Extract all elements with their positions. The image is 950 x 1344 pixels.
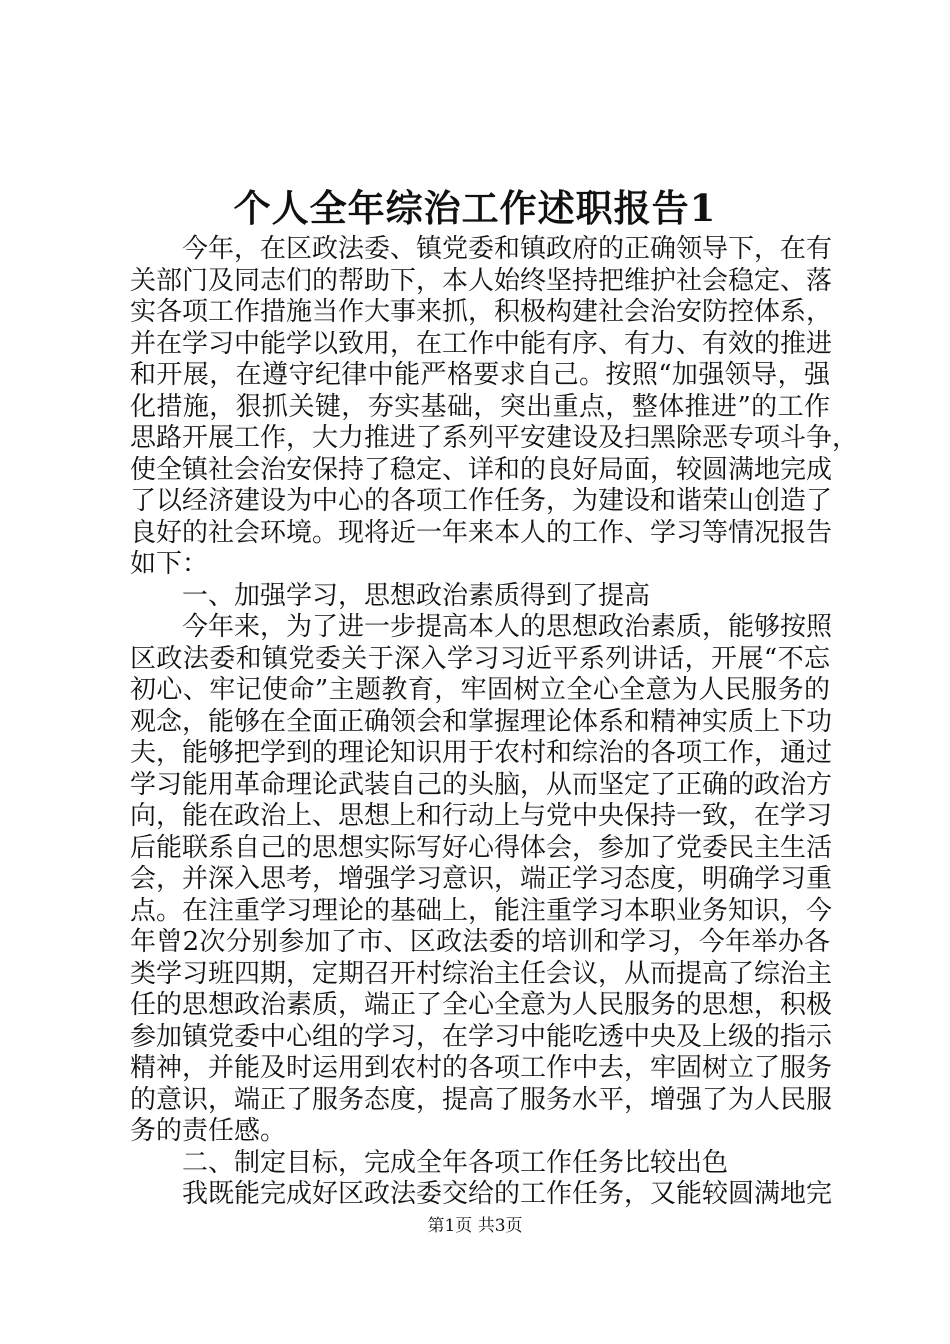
document-body (130, 234, 859, 1211)
paragraph-line: 和开展，在遵守纪律中能严格要求自己。按照“加强领导，强 (130, 360, 830, 390)
paragraph-line: 化措施，狠抓关键，夯实基础，突出重点，整体推进”的工作 (130, 391, 830, 422)
paragraph-line: 会，并深入思考，增强学习意识，端正学习态度，明确学习重 (130, 864, 833, 894)
paragraph-line: 务的责任感。 (130, 1116, 287, 1146)
paragraph-line: 初心、牢记使命”主题教育，牢固树立全心全意为人民服务的 (130, 675, 830, 705)
paragraph-line: 使全镇社会治安保持了稳定、详和的良好局面，较圆满地完成 (130, 454, 833, 485)
paragraph-line: 后能联系自己的思想实际写好心得体会，参加了党委民主生活 (130, 832, 833, 863)
page-footer: 第1页 共3页 (427, 1216, 523, 1236)
paragraph-line: 二、制定目标，完成全年各项工作任务比较出色 (182, 1147, 729, 1178)
paragraph-line: 观念，能够在全面正确领会和掌握理论体系和精神实质上下功 (130, 706, 833, 737)
paragraph-line: 一、加强学习，思想政治素质得到了提高 (182, 580, 651, 611)
paragraph-line: 夫，能够把学到的理论知识用于农村和综治的各项工作，通过 (130, 738, 833, 768)
paragraph-line: 类学习班四期，定期召开村综治主任会议，从而提高了综治主 (130, 958, 833, 989)
paragraph-line: 任的思想政治素质，端正了全心全意为人民服务的思想，积极 (130, 990, 833, 1020)
paragraph (130, 1148, 830, 1180)
paragraph-line: 学习能用革命理论武装自己的头脑，从而坚定了正确的政治方 (130, 769, 833, 800)
paragraph-line: 了以经济建设为中心的各项工作任务，为建设和谐荣山创造了 (130, 486, 833, 516)
paragraph (130, 612, 833, 1148)
paragraph-line: 并在学习中能学以致用，在工作中能有序、有力、有效的推进 (130, 328, 833, 359)
paragraph-line: 如下： (130, 549, 209, 579)
paragraph-line: 关部门及同志们的帮助下，本人始终坚持把维护社会稳定、落 (130, 265, 833, 296)
paragraph (130, 581, 830, 613)
paragraph-line: 参加镇党委中心组的学习，在学习中能吃透中央及上级的指示 (130, 1021, 833, 1052)
paragraph-line: 思路开展工作，大力推进了系列平安建设及扫黑除恶专项斗争， (130, 423, 859, 453)
paragraph-line: 今年，在区政法委、镇党委和镇政府的正确领导下，在有 (182, 234, 833, 264)
paragraph-line: 实各项工作措施当作大事来抓，积极构建社会治安防控体系， (130, 297, 833, 327)
paragraph-line: 区政法委和镇党委关于深入学习习近平系列讲话，开展“不忘 (130, 643, 830, 674)
paragraph (130, 1179, 833, 1211)
paragraph-line: 向，能在政治上、思想上和行动上与党中央保持一致，在学习 (130, 801, 833, 831)
paragraph-line: 精神，并能及时运用到农村的各项工作中去，牢固树立了服务 (130, 1053, 833, 1083)
paragraph-line: 点。在注重学习理论的基础上，能注重学习本职业务知识，今 (130, 895, 833, 926)
paragraph-line: 我既能完成好区政法委交给的工作任务，又能较圆满地完 (182, 1179, 833, 1209)
document-title: 个人全年综治工作述职报告1 (233, 186, 717, 230)
paragraph (130, 234, 859, 581)
paragraph-line: 今年来，为了进一步提高本人的思想政治素质，能够按照 (182, 612, 833, 642)
paragraph-line: 的意识，端正了服务态度，提高了服务水平，增强了为人民服 (130, 1084, 833, 1115)
paragraph-line: 良好的社会环境。现将近一年来本人的工作、学习等情况报告 (130, 517, 833, 548)
paragraph-line: 年曾2次分别参加了市、区政法委的培训和学习，今年举办各 (130, 927, 830, 957)
